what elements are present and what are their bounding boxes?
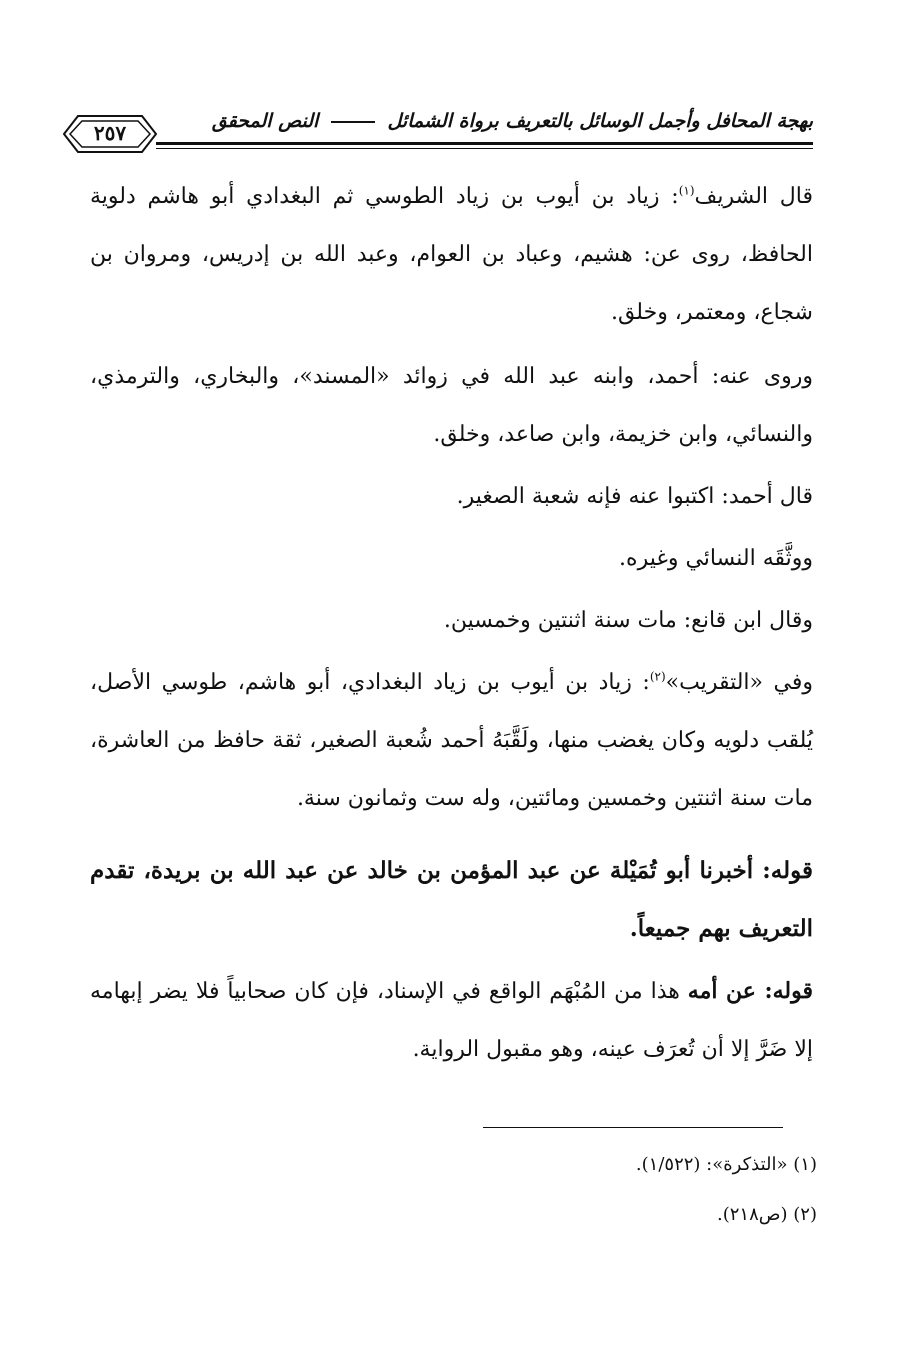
- header-dash: [331, 121, 375, 123]
- footnotes: [300, 1140, 817, 1240]
- paragraph-8: [90, 962, 813, 1079]
- paragraph-2: وروى عنه: أحمد، وابنه عبد الله في زوائد «المسند»، والبخاري، والترمذي، والنسائي، وابن خزيمة، وابن صاعد، وخلق.: [90, 364, 813, 447]
- paragraph-6-lead: وفي «التقريب»: [665, 670, 814, 695]
- header-rule-thick: [156, 142, 813, 145]
- footnote-1: (١) «التذكرة»: (١/٥٢٢).: [635, 1154, 817, 1175]
- paragraph-1-lead: قال الشريف: [694, 184, 813, 209]
- paragraph-6: [90, 654, 813, 828]
- page-number-badge: [62, 112, 158, 156]
- header-rule-thin: [156, 148, 813, 149]
- paragraph-7: قوله: أخبرنا أبو تُمَيْلة عن عبد المؤمن بن خالد عن عبد الله بن بريدة، تقدم التعريف بهم جميعاً.: [90, 857, 813, 942]
- paragraph-8-lead: قوله: عن أمه: [687, 978, 813, 1004]
- paragraph-5: وقال ابن قانع: مات سنة اثنتين وخمسين.: [443, 608, 813, 633]
- paragraph-3: قال أحمد: اكتبوا عنه فإنه شعبة الصغير.: [456, 484, 813, 509]
- paragraph-6-text: : زياد بن أيوب بن زياد البغدادي، أبو هاشم، طوسي الأصل، يُلقب دلويه وكان يغضب منها، ولَقَّبَهُ أحمد شُعبة الصغير، ثقة حافظ من العاشرة، مات سنة اثنتين وخمسين ومائتين، وله ست وثمانون سنة.: [90, 670, 813, 811]
- footnote-ref-1: (١): [678, 183, 695, 198]
- section-title: النص المحقق: [211, 110, 319, 132]
- footnote-separator: [483, 1127, 783, 1128]
- paragraph-8-text: هذا من المُبْهَم الواقع في الإسناد، فإن كان صحابياً فلا يضر إبهامه إلا ضَرَّ إلا أن تُعرَف عينه، وهو مقبول الرواية.: [90, 979, 813, 1062]
- paragraph-4: ووثَّقَه النسائي وغيره.: [619, 546, 813, 571]
- book-title: بهجة المحافل وأجمل الوسائل بالتعريف برواة الشمائل: [387, 110, 813, 132]
- main-text: [90, 168, 813, 1079]
- running-header: [60, 104, 813, 154]
- header-title: [212, 110, 813, 132]
- footnote-ref-2: (٢): [649, 669, 666, 684]
- page-number: ٢٥٧: [93, 121, 127, 145]
- paragraph-1: [90, 168, 813, 342]
- footnote-2: (٢) (ص٢١٨).: [717, 1204, 817, 1225]
- paragraph-1-text: : زياد بن أيوب بن زياد الطوسي ثم البغدادي أبو هاشم دلوية الحافظ، روى عن: هشيم، وعباد بن العوام، وعبد الله بن إدريس، ومروان بن شجاع، ومعتمر، وخلق.: [90, 184, 813, 325]
